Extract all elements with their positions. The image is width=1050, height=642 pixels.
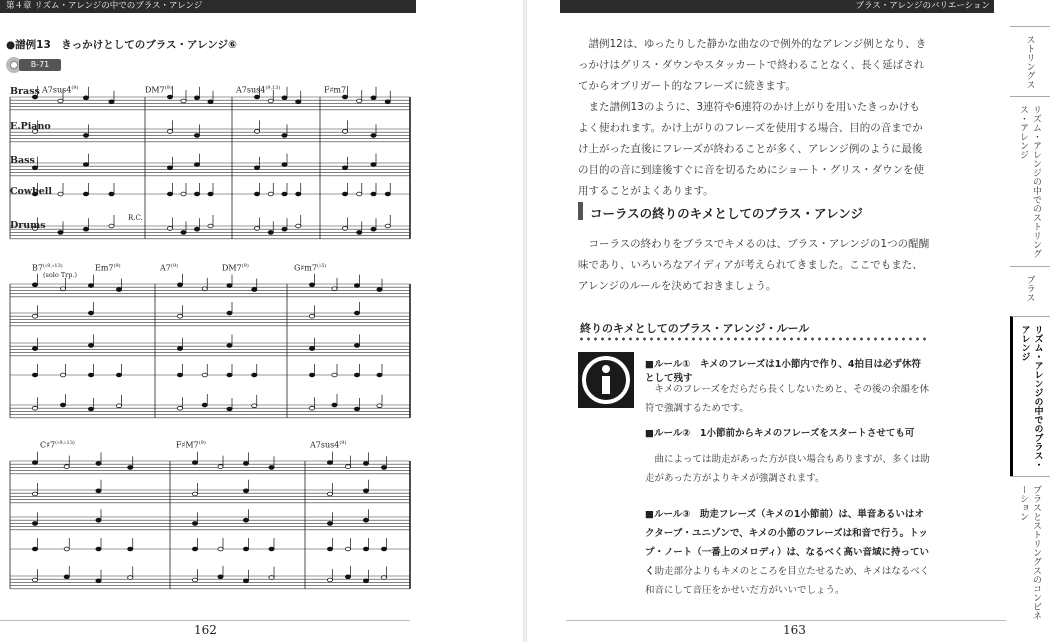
note-head (60, 373, 65, 377)
note-head (268, 192, 273, 196)
note-head (192, 461, 197, 465)
note-head (363, 462, 368, 466)
note-head (109, 224, 114, 228)
note-head (181, 99, 186, 103)
note-head (58, 231, 63, 235)
note-head (202, 403, 207, 407)
section-heading: コーラスの終りのキメとしてのブラス・アレンジ (590, 206, 863, 221)
note-head (282, 96, 287, 100)
note-head (192, 522, 197, 526)
note-head (202, 287, 207, 291)
staff (10, 163, 410, 176)
side-tab[interactable]: ブラスとストリングスのコンビネーション (1010, 476, 1050, 626)
paragraph: 譜例12は、ゆったりした静かな曲なので例外的なアレンジ例となり、きっかけはグリス・ダウンやスタッカートで終わることなく、長く延ばされてからオブリガート的なフレーズに続きます。 (578, 38, 927, 92)
paragraph: また譜例13のように、3連符や6連符のかけ上がりを用いたきっかけもよく使われます。かけ上がりのフレーズを使用する場合、目的の音までかけ上がった直後にフレーズが終わることが多く、アレンジ例のように最後の目的の音に到達後すぐに音を切るためにショート・グリス・ダウンを使用することがよくあります。 (578, 101, 925, 197)
note-head (385, 224, 390, 228)
side-tab[interactable]: リズム・アレンジの中でのストリングス・アレンジ (1010, 96, 1050, 266)
note-head (96, 489, 101, 493)
note-head (381, 466, 386, 470)
staff (10, 490, 410, 503)
note-head (371, 192, 376, 196)
staff (10, 284, 410, 297)
solo-trumpet-mark: (solo Trp.) (43, 271, 78, 279)
note-head (32, 461, 37, 465)
note-head (208, 224, 213, 228)
instrument-label-drums: Drums (10, 220, 46, 231)
note-head (371, 163, 376, 167)
staff (10, 517, 410, 530)
note-head (363, 579, 368, 583)
note-head (116, 373, 121, 377)
note-head (309, 406, 314, 410)
note-head (371, 227, 376, 231)
note-head (342, 166, 347, 170)
note-head (327, 522, 332, 526)
note-head (296, 192, 301, 196)
note-head (377, 404, 382, 408)
chord-symbol: A7sus4$^{(9,13)}$ (236, 85, 281, 95)
note-head (177, 283, 182, 287)
section-marker (578, 202, 583, 220)
chord-symbol: A7$^{(9)}$ (160, 263, 178, 273)
note-head (58, 192, 63, 196)
note-head (385, 100, 390, 104)
note-head (227, 407, 232, 411)
staff (10, 129, 410, 142)
note-head (385, 192, 390, 196)
rules-heading: 終りのキメとしてのブラス・アレンジ・ルール (580, 322, 810, 335)
note-head (282, 134, 287, 138)
note-head (167, 95, 172, 99)
note-head (282, 163, 287, 167)
note-head (254, 95, 259, 99)
note-head (332, 287, 337, 291)
dotted-divider (578, 337, 926, 341)
chord-symbol: DM7$^{(9)}$ (222, 263, 249, 273)
instrument-label-cowbell: Cowbell (10, 186, 52, 197)
note-head (218, 465, 223, 469)
chord-symbol: $G♯m7^{(♭5)}$ (294, 263, 327, 273)
page-number-right: 163 (783, 623, 806, 637)
running-head-right: ブラス・アレンジのバリエーション (560, 0, 994, 13)
note-head (32, 578, 37, 582)
note-head (83, 192, 88, 196)
note-head (60, 403, 65, 407)
chord-symbol: A7sus4$^{(9)}$ (310, 440, 347, 450)
instrument-label-brass: Brass (10, 86, 40, 97)
note-head (269, 547, 274, 551)
note-head (371, 134, 376, 138)
note-head (269, 466, 274, 470)
note-head (363, 489, 368, 493)
note-head (58, 99, 63, 103)
staff (10, 343, 410, 356)
note-head (116, 404, 121, 408)
chord-symbol: DM7$^{(9)}$ (145, 85, 172, 95)
note-head (167, 166, 172, 170)
rule-title: ■ルール② 1小節前からキメのフレーズをスタートさせても可 (645, 428, 915, 439)
chord-symbol: A7sus4$^{(9)}$ (42, 85, 79, 95)
note-head (177, 347, 182, 351)
note-head (83, 96, 88, 100)
chord-symbol: F♯m7 (324, 85, 347, 95)
side-tab[interactable]: ブラス (1010, 266, 1050, 316)
note-head (32, 373, 37, 377)
note-head (254, 166, 259, 170)
note-head (327, 492, 332, 496)
note-head (64, 547, 69, 551)
note-head (32, 522, 37, 526)
note-head (227, 284, 232, 288)
info-icon (578, 352, 634, 408)
note-head (194, 134, 199, 138)
note-head (243, 489, 248, 493)
note-head (194, 96, 199, 100)
page-number-left: 162 (194, 623, 217, 637)
note-head (327, 578, 332, 582)
note-head (167, 130, 172, 134)
note-head (128, 547, 133, 551)
note-head (60, 287, 65, 291)
note-head (194, 227, 199, 231)
chord-symbol: $B7^{(♭9,♭13)}$ (32, 263, 63, 273)
rule-body: 曲によっては助走があった方が良い場合もありますが、多くは助走があった方がよりキメが強調されます。 (645, 454, 930, 484)
note-head (32, 406, 37, 410)
note-head (208, 192, 213, 196)
note-head (371, 96, 376, 100)
note-head (128, 466, 133, 470)
note-head (88, 407, 93, 411)
note-head (377, 288, 382, 292)
note-head (167, 192, 172, 196)
note-head (345, 547, 350, 551)
note-head (354, 344, 359, 348)
note-head (254, 130, 259, 134)
note-head (342, 95, 347, 99)
note-head (208, 100, 213, 104)
chord-symbol: Em7$^{(9)}$ (95, 263, 121, 273)
instrument-label-bass: Bass (10, 155, 35, 166)
note-head (342, 130, 347, 134)
side-tab[interactable]: ストリングス (1010, 26, 1050, 96)
note-head (32, 283, 37, 287)
note-head (32, 314, 37, 318)
rule-title: ■ルール① キメのフレーズは1小節内で作り、4拍目は必ず休符として残す (645, 359, 922, 384)
note-head (342, 227, 347, 231)
note-head (64, 465, 69, 469)
note-head (88, 311, 93, 315)
rule-title: ■ルール③ 助走フレーズ（キメの1小節前）は、単音あるいはオクターブ・ユニゾンで、キメの小節のフレーズは和音で行う。トップ・ノート（一番上のメロディ）は、なるべく高い音域に持っていく (645, 509, 929, 577)
note-head (363, 518, 368, 522)
note-head (332, 373, 337, 377)
note-head (282, 227, 287, 231)
note-head (181, 231, 186, 235)
cd-track-label: B-71 (19, 59, 61, 71)
rc-mark: R.C. (128, 214, 143, 222)
note-head (218, 547, 223, 551)
example-title: ●譜例13 きっかけとしてのブラス・アレンジ⑥ (6, 39, 237, 51)
staff (10, 405, 410, 418)
note-head (345, 465, 350, 469)
note-head (177, 314, 182, 318)
note-head (218, 575, 223, 579)
note-head (96, 547, 101, 551)
note-head (83, 163, 88, 167)
note-head (296, 224, 301, 228)
note-head (194, 192, 199, 196)
note-head (357, 231, 362, 235)
note-head (357, 99, 362, 103)
note-head (252, 373, 257, 377)
note-head (309, 283, 314, 287)
note-head (309, 347, 314, 351)
note-head (309, 314, 314, 318)
note-head (252, 288, 257, 292)
note-head (116, 288, 121, 292)
note-head (202, 373, 207, 377)
note-head (96, 462, 101, 466)
note-head (32, 166, 37, 170)
note-head (309, 373, 314, 377)
note-head (342, 192, 347, 196)
note-head (327, 461, 332, 465)
note-head (332, 403, 337, 407)
note-head (254, 192, 259, 196)
note-head (109, 100, 114, 104)
note-head (83, 134, 88, 138)
note-head (282, 192, 287, 196)
note-head (243, 462, 248, 466)
note-head (252, 404, 257, 408)
note-head (296, 100, 301, 104)
side-tab-active[interactable]: リズム・アレンジの中でのブラス・アレンジ (1010, 316, 1050, 476)
note-head (363, 547, 368, 551)
note-head (167, 227, 172, 231)
note-head (254, 227, 259, 231)
footer-rule-right (566, 620, 1006, 621)
note-head (268, 99, 273, 103)
note-head (32, 347, 37, 351)
note-head (96, 518, 101, 522)
note-head (268, 231, 273, 235)
chord-symbol: F♯M7$^{(9)}$ (176, 440, 206, 450)
note-head (345, 575, 350, 579)
note-head (32, 492, 37, 496)
note-head (109, 192, 114, 196)
footer-rule-left (0, 620, 410, 621)
note-head (177, 373, 182, 377)
note-head (243, 579, 248, 583)
note-head (192, 492, 197, 496)
note-head (64, 575, 69, 579)
note-head (88, 284, 93, 288)
note-head (354, 284, 359, 288)
note-head (327, 547, 332, 551)
note-head (192, 578, 197, 582)
note-head (354, 373, 359, 377)
note-head (354, 311, 359, 315)
note-head (177, 406, 182, 410)
note-head (128, 576, 133, 580)
note-head (181, 192, 186, 196)
note-head (269, 576, 274, 580)
note-head (377, 373, 382, 377)
chord-symbol: $C♯7^{(♭9,♭13)}$ (40, 440, 75, 450)
rule-body: 助走部分よりもキメのところを目立たせるため、キメはなるべく和音にして音圧をかせいだ方がいいでしょう。 (645, 566, 930, 596)
note-head (192, 547, 197, 551)
note-head (354, 407, 359, 411)
paragraph: コーラスの終わりをブラスでキメるのは、ブラス・アレンジの1つの醍醐味であり、いろいろなアイディアが考えられてきました。ここでもまた、アレンジのルールを決めておきましょう。 (578, 238, 930, 292)
rule-body: キメのフレーズをだらだら長くしないためと、その後の余韻を休符で強調するためです。 (645, 384, 929, 414)
note-head (88, 373, 93, 377)
note-head (96, 579, 101, 583)
note-head (83, 227, 88, 231)
note-head (227, 311, 232, 315)
note-head (243, 547, 248, 551)
note-head (88, 344, 93, 348)
note-head (194, 163, 199, 167)
note-head (381, 576, 386, 580)
running-head-left: 第４章 リズム・アレンジの中でのブラス・アレンジ (0, 0, 416, 13)
note-head (381, 547, 386, 551)
note-head (243, 518, 248, 522)
note-head (357, 192, 362, 196)
note-head (227, 344, 232, 348)
note-head (32, 547, 37, 551)
staff (10, 313, 410, 326)
note-head (227, 373, 232, 377)
instrument-label-epiano: E.Piano (10, 121, 51, 132)
